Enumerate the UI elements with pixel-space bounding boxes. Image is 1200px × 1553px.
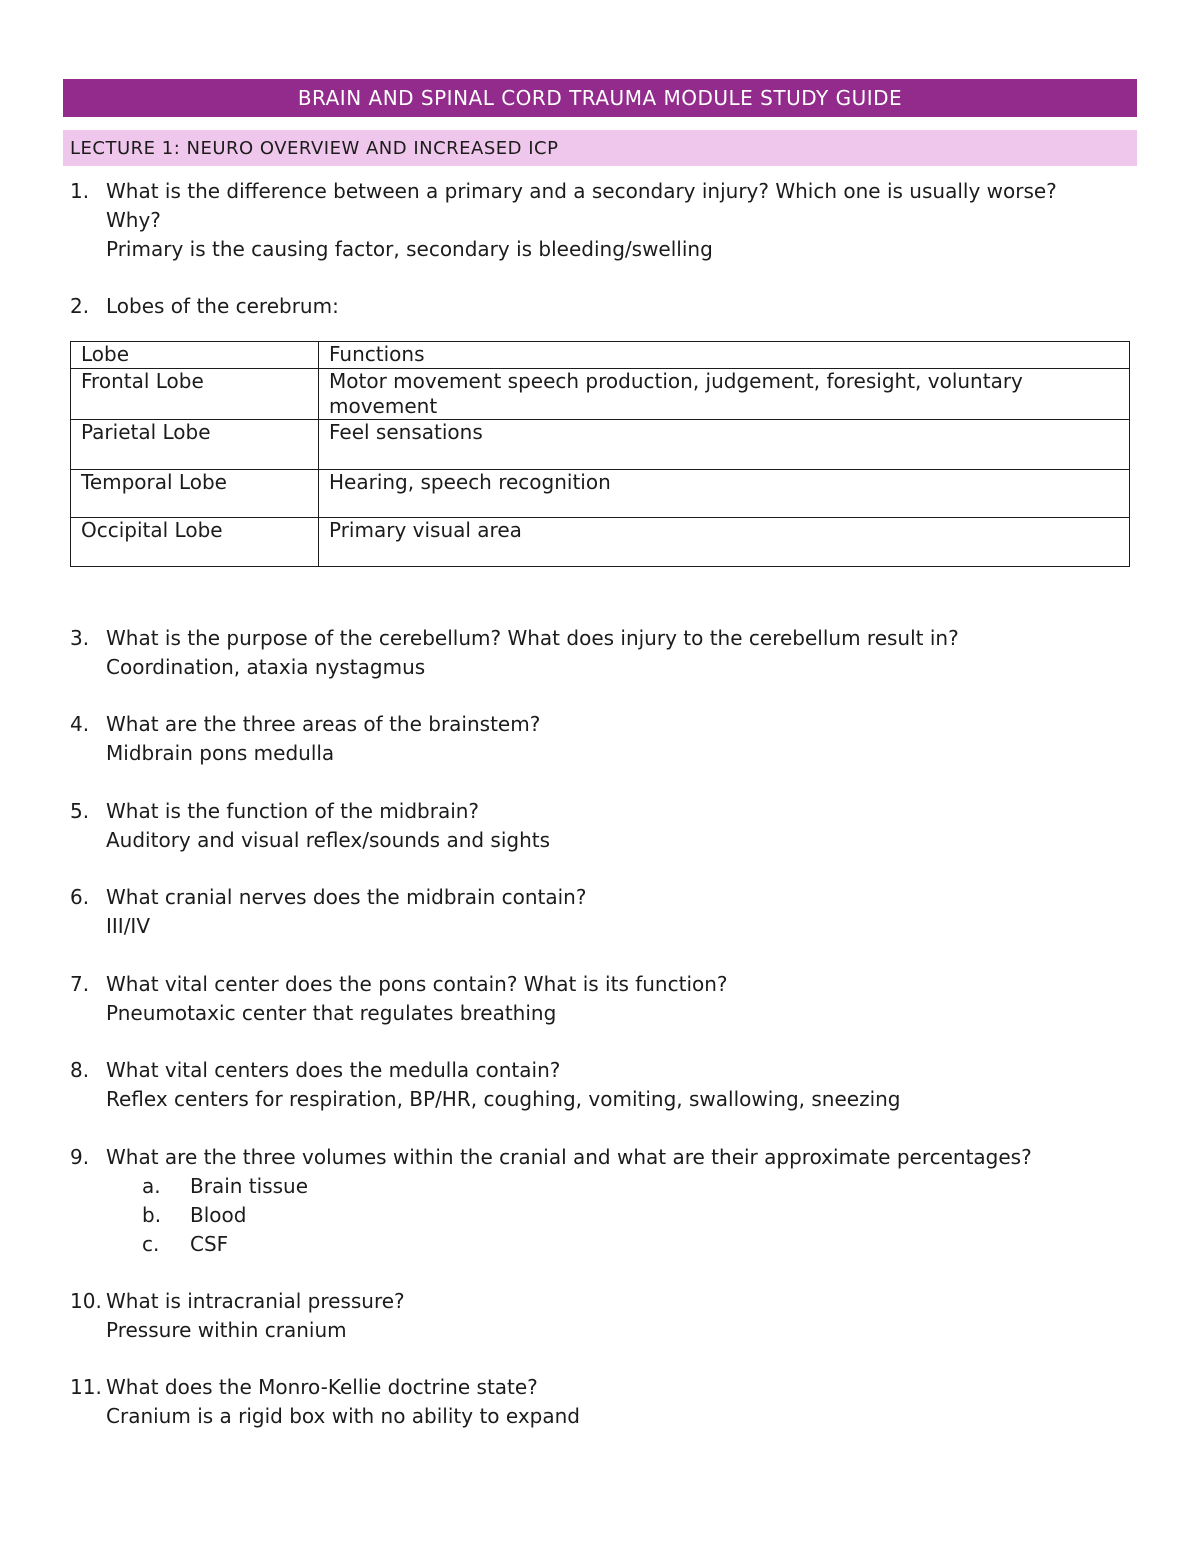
question-text: What does the Monro-Kellie doctrine state? [106,1375,538,1399]
question-text: What are the three areas of the brainstem? [106,712,541,736]
table-cell: Occipital Lobe [71,518,319,567]
table-cell: Hearing, speech recognition [319,470,1130,518]
question-number: 6. [70,885,90,909]
question-text: What is the purpose of the cerebellum? What does injury to the cerebellum result in? [106,626,959,650]
sub-item-text: Brain tissue [190,1174,309,1198]
question-3 [70,624,1150,682]
question-5 [70,797,1150,855]
lobes-table [70,341,1130,567]
question-number: 3. [70,626,90,650]
table-header-row [71,342,1130,369]
question-text: What vital centers does the medulla contain? [106,1058,561,1082]
sub-item-letter: b. [142,1203,162,1227]
question-number: 2. [70,294,90,318]
question-text: Lobes of the cerebrum: [106,294,339,318]
answer-text: Coordination, ataxia nystagmus [106,655,426,679]
table-row [71,470,1130,518]
sub-item-text: Blood [190,1203,247,1227]
question-text: What vital center does the pons contain? What is its function? [106,972,728,996]
sub-item [106,1201,1150,1230]
question-text: What is the difference between a primary and a secondary injury? Which one is usually worse? Why? [106,179,1057,232]
table-row [71,369,1130,420]
table-cell: Primary visual area [319,518,1130,567]
question-number: 4. [70,712,90,736]
question-text: What are the three volumes within the cranial and what are their approximate percentages? [106,1145,1032,1169]
table-row [71,420,1130,470]
question-10 [70,1287,1150,1345]
answer-text: Cranium is a rigid box with no ability to expand [106,1404,580,1428]
question-number: 1. [70,179,90,203]
sub-item-letter: c. [142,1232,160,1256]
table-cell: Frontal Lobe [71,369,319,420]
question-text: What is the function of the midbrain? [106,799,480,823]
question-4 [70,710,1150,768]
question-number: 10. [70,1289,102,1313]
answer-text: Reflex centers for respiration, BP/HR, coughing, vomiting, swallowing, sneezing [106,1087,901,1111]
table-cell: Motor movement speech production, judgement, foresight, voluntary movement [319,369,1130,420]
question-number: 11. [70,1375,102,1399]
question-9 [70,1143,1150,1259]
lecture-heading: LECTURE 1: NEURO OVERVIEW AND INCREASED ICP [63,130,1137,166]
answer-text: III/IV [106,914,151,938]
table-cell: Feel sensations [319,420,1130,470]
question-7 [70,970,1150,1028]
question-number: 7. [70,972,90,996]
sub-item [106,1172,1150,1201]
answer-text: Pneumotaxic center that regulates breathing [106,1001,557,1025]
sub-item [106,1230,1150,1259]
document-title: BRAIN AND SPINAL CORD TRAUMA MODULE STUDY GUIDE [63,79,1137,117]
sub-item-text: CSF [190,1232,229,1256]
question-number: 8. [70,1058,90,1082]
answer-text: Pressure within cranium [106,1318,347,1342]
question-11 [70,1373,1150,1431]
table-cell: Temporal Lobe [71,470,319,518]
question-2 [70,292,1150,321]
sub-item-letter: a. [142,1174,161,1198]
question-8 [70,1056,1150,1114]
answer-text: Primary is the causing factor, secondary is bleeding/swelling [106,237,713,261]
question-number: 5. [70,799,90,823]
answer-text: Midbrain pons medulla [106,741,335,765]
table-header-cell: Functions [319,342,1130,369]
table-cell: Parietal Lobe [71,420,319,470]
question-6 [70,883,1150,941]
answer-text: Auditory and visual reflex/sounds and sights [106,828,551,852]
question-text: What is intracranial pressure? [106,1289,405,1313]
question-1 [70,177,1150,264]
question-text: What cranial nerves does the midbrain contain? [106,885,587,909]
table-row [71,518,1130,567]
question-number: 9. [70,1145,90,1169]
table-header-cell: Lobe [71,342,319,369]
